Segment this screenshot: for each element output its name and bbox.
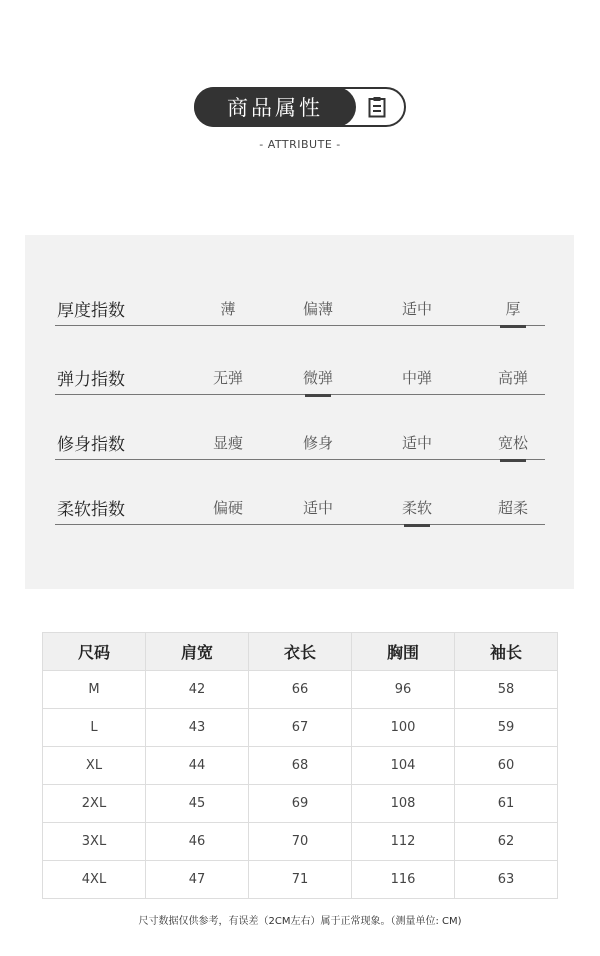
- table-cell: 61: [455, 785, 558, 823]
- attribute-option: 高弹: [497, 369, 528, 387]
- table-cell: 71: [249, 861, 352, 899]
- attribute-label: 弹力指数: [57, 370, 125, 390]
- column-header: 袖长: [455, 633, 558, 671]
- table-row: [43, 861, 558, 899]
- table-cell: 62: [455, 823, 558, 861]
- attribute-option: 适中: [401, 434, 432, 452]
- table-cell: 2XL: [43, 785, 146, 823]
- table-cell: 112: [352, 823, 455, 861]
- table-cell: 100: [352, 709, 455, 747]
- clipboard-icon: [368, 96, 386, 118]
- table-cell: 69: [249, 785, 352, 823]
- table-cell: 44: [146, 747, 249, 785]
- attribute-option: 偏薄: [302, 300, 333, 318]
- size-note: 尺寸数据仅供参考，有误差（2CM左右）属于正常现象。（测量单位: CM): [138, 916, 462, 927]
- table-cell: L: [43, 709, 146, 747]
- table-cell: 45: [146, 785, 249, 823]
- attribute-label: 柔软指数: [57, 500, 125, 520]
- column-header: 尺码: [43, 633, 146, 671]
- attribute-row: [55, 495, 545, 525]
- attribute-option: 修身: [302, 434, 333, 452]
- table-row: [43, 785, 558, 823]
- table-cell: 67: [249, 709, 352, 747]
- selected-indicator: [500, 459, 526, 462]
- attribute-row: [55, 430, 545, 460]
- table-cell: 4XL: [43, 861, 146, 899]
- column-header: 衣长: [249, 633, 352, 671]
- attribute-panel: [25, 235, 574, 589]
- table-cell: 104: [352, 747, 455, 785]
- attribute-option: 适中: [302, 499, 333, 517]
- table-cell: 116: [352, 861, 455, 899]
- attribute-option: 柔软: [401, 499, 432, 517]
- table-row: [43, 709, 558, 747]
- column-header: 胸围: [352, 633, 455, 671]
- table-cell: 66: [249, 671, 352, 709]
- table-cell: 43: [146, 709, 249, 747]
- table-row: [43, 671, 558, 709]
- selected-indicator: [305, 394, 331, 397]
- attribute-label: 厚度指数: [57, 301, 125, 321]
- table-cell: XL: [43, 747, 146, 785]
- section-badge: [194, 87, 406, 127]
- attribute-option: 适中: [401, 300, 432, 318]
- table-cell: 58: [455, 671, 558, 709]
- table-cell: 70: [249, 823, 352, 861]
- selected-indicator: [404, 524, 430, 527]
- selected-indicator: [500, 325, 526, 328]
- attribute-option: 偏硬: [212, 499, 243, 517]
- attribute-label: 修身指数: [57, 435, 125, 455]
- attribute-option: 微弹: [302, 369, 333, 387]
- section-title: 商品属性: [194, 87, 356, 127]
- table-row: [43, 747, 558, 785]
- attribute-option: 厚: [505, 300, 521, 318]
- attribute-option: 薄: [220, 300, 236, 318]
- table-cell: 60: [455, 747, 558, 785]
- attribute-option: 超柔: [497, 499, 528, 517]
- attribute-option: 宽松: [497, 434, 528, 452]
- section-subtitle: - ATTRIBUTE -: [259, 138, 341, 151]
- table-cell: 3XL: [43, 823, 146, 861]
- attribute-row: [55, 365, 545, 395]
- table-row: [43, 823, 558, 861]
- size-table: [42, 632, 558, 899]
- column-header: 肩宽: [146, 633, 249, 671]
- table-cell: 42: [146, 671, 249, 709]
- attribute-option: 无弹: [212, 369, 243, 387]
- table-cell: 47: [146, 861, 249, 899]
- table-cell: M: [43, 671, 146, 709]
- attribute-row: [55, 296, 545, 326]
- table-cell: 96: [352, 671, 455, 709]
- table-cell: 59: [455, 709, 558, 747]
- attribute-option: 显瘦: [212, 434, 243, 452]
- table-cell: 68: [249, 747, 352, 785]
- attribute-option: 中弹: [401, 369, 432, 387]
- table-cell: 63: [455, 861, 558, 899]
- table-cell: 108: [352, 785, 455, 823]
- table-cell: 46: [146, 823, 249, 861]
